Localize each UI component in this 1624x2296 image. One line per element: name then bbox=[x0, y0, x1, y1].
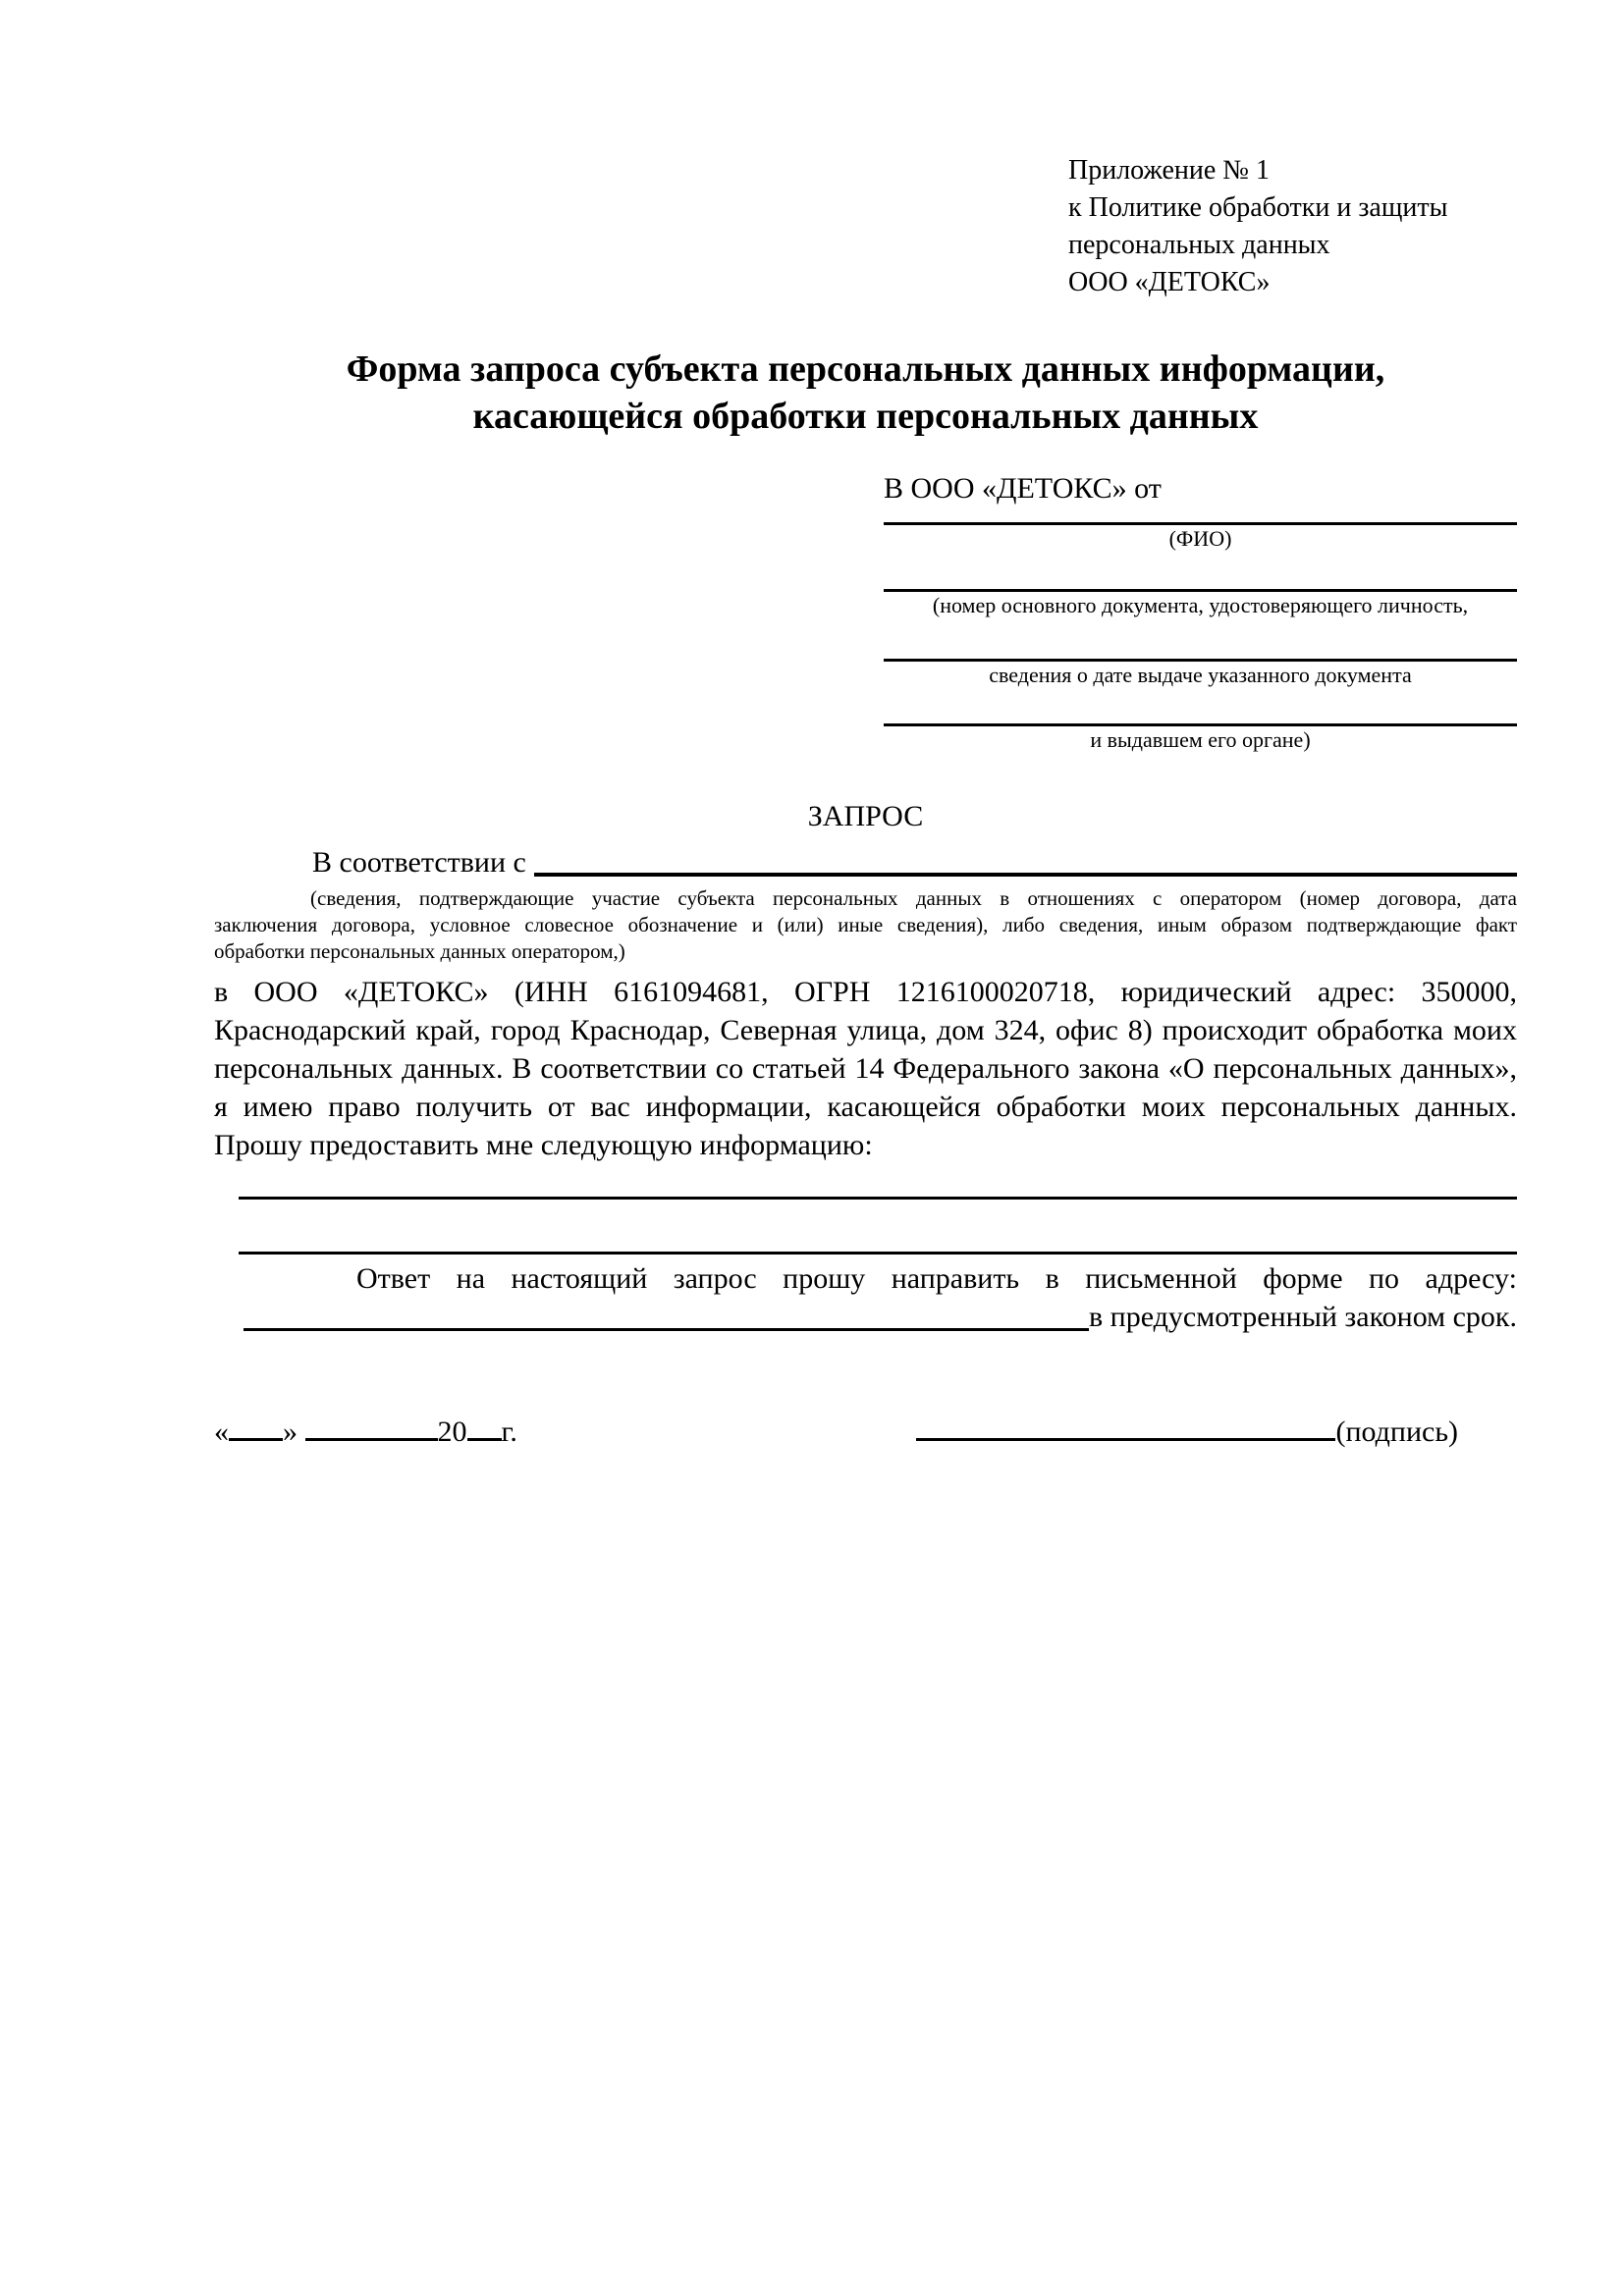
footnote-line: (сведения, подтверждающие участие субъекта персональных данных в отношениях с оператором (номер договора, дата bbox=[310, 886, 1517, 910]
signature-caption: (подпись) bbox=[1335, 1415, 1458, 1448]
accordance-blank-line bbox=[534, 843, 1517, 877]
day-blank bbox=[229, 1438, 283, 1441]
accordance-prefix: В соответствии с bbox=[312, 846, 526, 879]
document-number-caption: (номер основного документа, удостоверяющего личность, bbox=[932, 593, 1469, 617]
page-title-line: касающейся обработки персональных данных bbox=[472, 396, 1259, 437]
information-blank-line-1 bbox=[239, 1164, 1517, 1200]
request-heading: ЗАПРОС bbox=[807, 800, 924, 832]
signature-blank-line bbox=[916, 1438, 1335, 1441]
footnote-line: заключения договора, условное словесное обозначение и (или) иные сведения), либо сведения, иным образом подтверждающие факт bbox=[214, 913, 1517, 936]
accordance-footnote bbox=[214, 885, 1517, 965]
date-quote-open: « bbox=[214, 1415, 229, 1448]
fio-caption: (ФИО) bbox=[1168, 526, 1232, 551]
appendix-header bbox=[1068, 152, 1517, 301]
footnote-line: обработки персональных данных оператором,) bbox=[214, 939, 625, 963]
page-title bbox=[214, 346, 1517, 440]
document-number-blank-line bbox=[884, 553, 1517, 592]
reply-clause-suffix: в предусмотренный законом срок. bbox=[1089, 1301, 1517, 1333]
issue-date-blank-line bbox=[884, 619, 1517, 662]
appendix-header-line: Приложение № 1 bbox=[1068, 155, 1270, 186]
appendix-header-line: к Политике обработки и защиты bbox=[1068, 192, 1448, 223]
reply-address-row bbox=[214, 1298, 1517, 1336]
issuing-authority-caption: и выдавшем его органе) bbox=[1090, 727, 1311, 752]
fio-blank-line bbox=[884, 507, 1517, 525]
month-blank bbox=[305, 1438, 438, 1441]
addressee-block bbox=[884, 469, 1517, 754]
issue-date-caption: сведения о дате выдаче указанного документа bbox=[989, 663, 1412, 687]
signature-group bbox=[916, 1413, 1458, 1451]
body-paragraph: в ООО «ДЕТОКС» (ИНН 6161094681, ОГРН 1216100020718, юридический адрес: 350000, Краснодарский край, город Краснодар, Северная улица, дом 324, офис 8) происходит обработка моих персональных данных. В соответствии со статьей 14 Федерального закона «О персональных данных», я имею право получить от вас информации, касающейся обработки моих персональных данных. Прошу предоставить мне следующую информацию: bbox=[214, 976, 1517, 1161]
year-blank bbox=[467, 1438, 502, 1441]
year-suffix: г. bbox=[501, 1415, 517, 1448]
page-title-line: Форма запроса субъекта персональных данных информации, bbox=[346, 348, 1385, 390]
date-quote-close: » bbox=[283, 1415, 298, 1448]
reply-clause-line: Ответ на настоящий запрос прошу направить в письменной форме по адресу: bbox=[356, 1262, 1517, 1295]
reply-address-blank-line bbox=[244, 1298, 1089, 1331]
accordance-row bbox=[214, 843, 1517, 881]
year-prefix: 20 bbox=[437, 1415, 467, 1448]
date-group bbox=[214, 1413, 517, 1451]
addressee-to-line: В ООО «ДЕТОКС» от bbox=[884, 472, 1162, 505]
date-signature-row bbox=[214, 1413, 1517, 1451]
information-blank-line-2 bbox=[239, 1200, 1517, 1255]
issuing-authority-blank-line bbox=[884, 689, 1517, 726]
appendix-header-line: персональных данных bbox=[1068, 230, 1330, 260]
appendix-header-line: ООО «ДЕТОКС» bbox=[1068, 267, 1271, 297]
